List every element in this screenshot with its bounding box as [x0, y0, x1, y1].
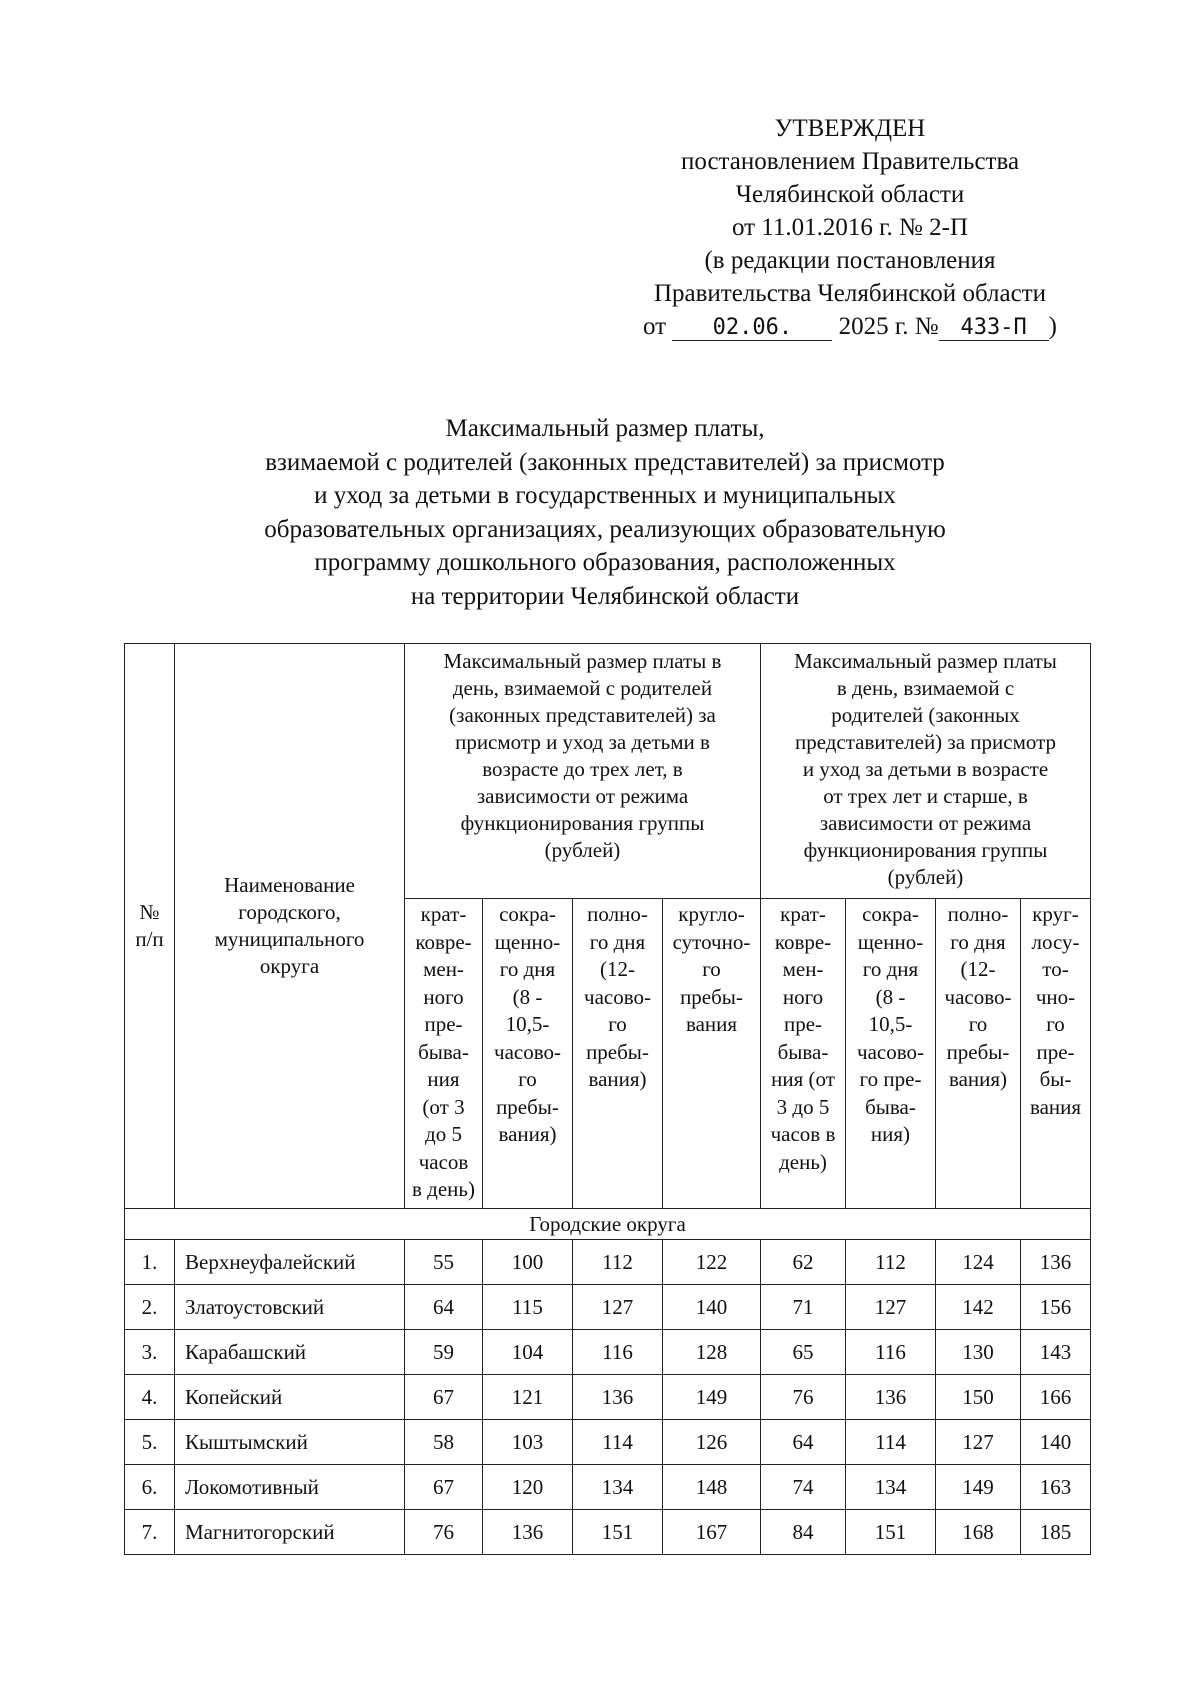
fee-value: 67 [405, 1465, 483, 1510]
header-name-line: городского, [238, 900, 341, 924]
row-number: 7. [125, 1510, 175, 1555]
approval-block [600, 112, 1100, 343]
fee-value: 126 [663, 1420, 761, 1465]
title-line-1: Максимальный размер платы, [445, 415, 765, 442]
row-number: 4. [125, 1375, 175, 1420]
subheader-line: го [518, 1067, 537, 1091]
fee-value: 166 [1021, 1375, 1091, 1420]
fee-value: 134 [846, 1465, 936, 1510]
table-row [125, 1375, 1091, 1420]
group-under-3-line: (рублей) [544, 838, 621, 862]
subheader-line: вания) [948, 1067, 1008, 1091]
fee-value: 185 [1021, 1510, 1091, 1555]
subheader-line: часово- [857, 1039, 924, 1064]
group-over-3-line: функционирования группы [803, 838, 1048, 862]
subheader-line: ного [423, 984, 464, 1009]
group-over-3-line: от трех лет и старше, в [823, 784, 1028, 808]
subheader-line: го пре- [859, 1067, 922, 1091]
header-name-line: Наименование [224, 873, 355, 897]
subheader-line: часово- [494, 1039, 561, 1064]
fee-value: 136 [483, 1510, 573, 1555]
fee-value: 140 [663, 1285, 761, 1330]
subheader-line: день) [779, 1149, 827, 1174]
subheader-line: крат- [780, 902, 826, 926]
subheader-line: го [1046, 1012, 1065, 1036]
fee-value: 64 [761, 1420, 846, 1465]
fee-value: 163 [1021, 1465, 1091, 1510]
approval-line-5: Правительства Челябинской области [653, 280, 1047, 307]
fee-value: 151 [573, 1510, 663, 1555]
subheader-line: го [968, 1012, 988, 1036]
group-over-3-line: представителей) за присмотр [794, 730, 1057, 754]
subheader-line: быва- [418, 1039, 469, 1064]
row-number: 3. [125, 1330, 175, 1375]
group-under-3-line: функционирования группы [460, 811, 705, 835]
subheader-line: (8 - [512, 984, 543, 1009]
subheader-line: го [702, 957, 721, 981]
header-number-line: № [139, 900, 160, 924]
fee-value: 150 [936, 1375, 1021, 1420]
approval-line-3: от 11.01.2016 г. № 2-П [731, 214, 969, 241]
header-short-stay-under-3 [405, 899, 483, 1209]
fee-value: 149 [663, 1375, 761, 1420]
subheader-line: часов в [770, 1122, 836, 1146]
header-group-over-3 [761, 644, 1091, 899]
group-under-3-line: зависимости от режима [476, 784, 689, 808]
fee-value: 151 [846, 1510, 936, 1555]
group-under-3-line: день, взимаемой с родителей [452, 676, 713, 700]
fee-value: 67 [405, 1375, 483, 1420]
fee-value: 149 [936, 1465, 1021, 1510]
subheader-line: мен- [423, 957, 464, 981]
table-row [125, 1285, 1091, 1330]
fee-value: 114 [846, 1420, 936, 1465]
row-number: 1. [125, 1240, 175, 1285]
fee-value: 130 [936, 1330, 1021, 1375]
subheader-line: (12- [960, 957, 996, 981]
subheader-line: круг- [1032, 902, 1079, 926]
header-group-under-3 [405, 644, 761, 899]
fee-value: 100 [483, 1240, 573, 1285]
subheader-line: в день) [412, 1177, 475, 1201]
subheader-line: 10,5- [868, 1012, 913, 1036]
fee-value: 167 [663, 1510, 761, 1555]
subheader-line: часов [418, 1149, 469, 1174]
fee-value: 65 [761, 1330, 846, 1375]
fee-value: 143 [1021, 1330, 1091, 1375]
header-name-line: муниципального [214, 927, 365, 951]
fee-value: 71 [761, 1285, 846, 1330]
subheader-line: ного [782, 984, 824, 1009]
title-line-6: на территории Челябинской области [410, 582, 800, 610]
fee-value: 76 [761, 1375, 846, 1420]
group-under-3-line: Максимальный размер платы в [443, 649, 722, 673]
subheader-line: ния (от [771, 1067, 835, 1091]
subheader-line: ния [427, 1067, 460, 1091]
title-line-3: и уход за детьми в государственных и муниципальных [314, 482, 896, 509]
number-field: 433-П [939, 316, 1049, 341]
group-over-3-line: и уход за детьми в возрасте [802, 757, 1049, 781]
fee-value: 127 [936, 1420, 1021, 1465]
subheader-line: вания [685, 1012, 738, 1036]
group-over-3-line: Максимальный размер платы [794, 649, 1057, 673]
document-title [130, 412, 1080, 613]
subheader-line: пребы- [586, 1039, 649, 1064]
row-number: 5. [125, 1420, 175, 1465]
fee-value: 120 [483, 1465, 573, 1510]
fee-value: 112 [573, 1240, 663, 1285]
subheader-line: вания) [498, 1122, 557, 1146]
subheader-line: (8 - [875, 984, 906, 1009]
fee-value: 114 [573, 1420, 663, 1465]
header-shortened-day-over-3 [846, 899, 936, 1209]
fee-value: 76 [405, 1510, 483, 1555]
fee-value: 124 [936, 1240, 1021, 1285]
district-name: Копейский [175, 1375, 405, 1420]
fee-value: 127 [846, 1285, 936, 1330]
subheader-line: пребы- [680, 984, 743, 1009]
subheader-line: сокра- [499, 902, 556, 926]
table-row [125, 1465, 1091, 1510]
table-row [125, 1240, 1091, 1285]
header-round-clock-over-3 [1021, 899, 1091, 1209]
approval-heading: УТВЕРЖДЕН [774, 115, 926, 142]
header-district-name [175, 644, 405, 1209]
title-line-5: программу дошкольного образования, расположенных [314, 549, 896, 576]
subheader-line: полно- [947, 902, 1009, 926]
subheader-line: часово- [944, 984, 1012, 1009]
subheader-line: часово- [584, 984, 651, 1009]
row-number: 2. [125, 1285, 175, 1330]
fee-value: 142 [936, 1285, 1021, 1330]
subheader-line: мен- [782, 957, 824, 981]
district-name: Златоустовский [175, 1285, 405, 1330]
fee-value: 104 [483, 1330, 573, 1375]
fee-value: 156 [1021, 1285, 1091, 1330]
subheader-line: суточно- [672, 929, 751, 954]
header-number-line: п/п [135, 927, 164, 951]
table-row [125, 1420, 1091, 1465]
district-name: Локомотивный [175, 1465, 405, 1510]
subheader-line: до 5 [425, 1122, 462, 1146]
fee-value: 74 [761, 1465, 846, 1510]
subheader-line: быва- [777, 1039, 829, 1064]
district-name: Кыштымский [175, 1420, 405, 1465]
year-text: 2025 г. № [838, 313, 939, 340]
subheader-line: 10,5- [505, 1012, 550, 1036]
district-name: Карабашский [175, 1330, 405, 1375]
subheader-line: щенно- [857, 929, 924, 954]
subheader-line: го дня [589, 929, 646, 954]
header-full-day-over-3 [936, 899, 1021, 1209]
fee-value: 136 [1021, 1240, 1091, 1285]
subheader-line: го дня [862, 957, 919, 981]
subheader-line: пре- [1036, 1039, 1075, 1064]
header-full-day-under-3 [573, 899, 663, 1209]
subheader-line: быва- [865, 1094, 916, 1119]
approval-line-1: постановлением Правительства [680, 148, 1020, 175]
subheader-line: (12- [600, 957, 635, 981]
fee-value: 168 [936, 1510, 1021, 1555]
subheader-line: бы- [1039, 1067, 1072, 1091]
fee-value: 58 [405, 1420, 483, 1465]
subheader-line: пребы- [946, 1039, 1010, 1064]
fee-value: 116 [846, 1330, 936, 1375]
closing-paren: ) [1048, 313, 1057, 340]
header-short-stay-over-3 [761, 899, 846, 1209]
subheader-line: вания) [588, 1067, 647, 1091]
section-row [125, 1209, 1091, 1240]
title-line-4: образовательных организациях, реализующих образовательную [264, 515, 946, 543]
row-number: 6. [125, 1465, 175, 1510]
fee-value: 62 [761, 1240, 846, 1285]
subheader-line: чно- [1035, 984, 1076, 1009]
subheader-line: лосу- [1031, 929, 1080, 954]
fee-value: 84 [761, 1510, 846, 1555]
approval-line-2: Челябинской области [735, 181, 965, 208]
header-name-line: округа [259, 954, 320, 978]
subheader-line: го дня [950, 929, 1006, 954]
group-under-3-line: присмотр и уход за детьми в [455, 730, 710, 754]
fee-value: 140 [1021, 1420, 1091, 1465]
fee-value: 148 [663, 1465, 761, 1510]
fee-value: 127 [573, 1285, 663, 1330]
subheader-line: пре- [783, 1012, 823, 1036]
table-row [125, 1330, 1091, 1375]
approval-date-line [600, 310, 1100, 343]
table-row [125, 1510, 1091, 1555]
fee-value: 122 [663, 1240, 761, 1285]
fee-value: 136 [573, 1375, 663, 1420]
subheader-line: то- [1042, 957, 1069, 981]
fee-value: 134 [573, 1465, 663, 1510]
date-prefix: от [643, 313, 667, 340]
header-shortened-day-under-3 [483, 899, 573, 1209]
subheader-line: крат- [420, 902, 467, 926]
subheader-line: полно- [587, 902, 648, 926]
header-number [125, 644, 175, 1209]
header-round-clock-under-3 [663, 899, 761, 1209]
group-over-3-line: в день, взимаемой с [836, 676, 1015, 700]
subheader-line: го [608, 1012, 627, 1036]
fee-value: 55 [405, 1240, 483, 1285]
group-under-3-line: возрасте до трех лет, в [482, 757, 683, 781]
fees-table [124, 643, 1091, 1555]
group-under-3-line: (законных представителей) за [449, 703, 716, 727]
fee-value: 112 [846, 1240, 936, 1285]
subheader-line: ковре- [415, 929, 472, 954]
group-over-3-line: (рублей) [887, 865, 964, 889]
group-over-3-line: зависимости от режима [819, 811, 1032, 835]
fee-value: 116 [573, 1330, 663, 1375]
fee-value: 115 [483, 1285, 573, 1330]
fee-value: 103 [483, 1420, 573, 1465]
subheader-line: кругло- [678, 902, 745, 926]
date-field: 02.06. [672, 316, 832, 341]
group-over-3-line: родителей (законных [831, 703, 1020, 727]
title-line-2: взимаемой с родителей (законных представителей) за присмотр [265, 448, 945, 476]
subheader-line: (от 3 [422, 1094, 465, 1119]
subheader-line: ния) [870, 1122, 911, 1146]
section-label: Городские округа [125, 1209, 1091, 1240]
subheader-line: ковре- [774, 929, 832, 954]
subheader-line: вания [1029, 1094, 1082, 1119]
subheader-line: го дня [499, 957, 556, 981]
district-name: Магнитогорский [175, 1510, 405, 1555]
header-row-main [125, 644, 1091, 899]
subheader-line: щенно- [494, 929, 561, 954]
fee-value: 136 [846, 1375, 936, 1420]
fee-value: 64 [405, 1285, 483, 1330]
subheader-line: 3 до 5 [776, 1094, 830, 1119]
fee-value: 128 [663, 1330, 761, 1375]
district-name: Верхнеуфалейский [175, 1240, 405, 1285]
fee-value: 59 [405, 1330, 483, 1375]
fee-value: 121 [483, 1375, 573, 1420]
approval-line-4: (в редакции постановления [704, 247, 996, 274]
subheader-line: пребы- [496, 1094, 559, 1119]
subheader-line: сокра- [862, 902, 919, 926]
subheader-line: пре- [424, 1012, 463, 1036]
